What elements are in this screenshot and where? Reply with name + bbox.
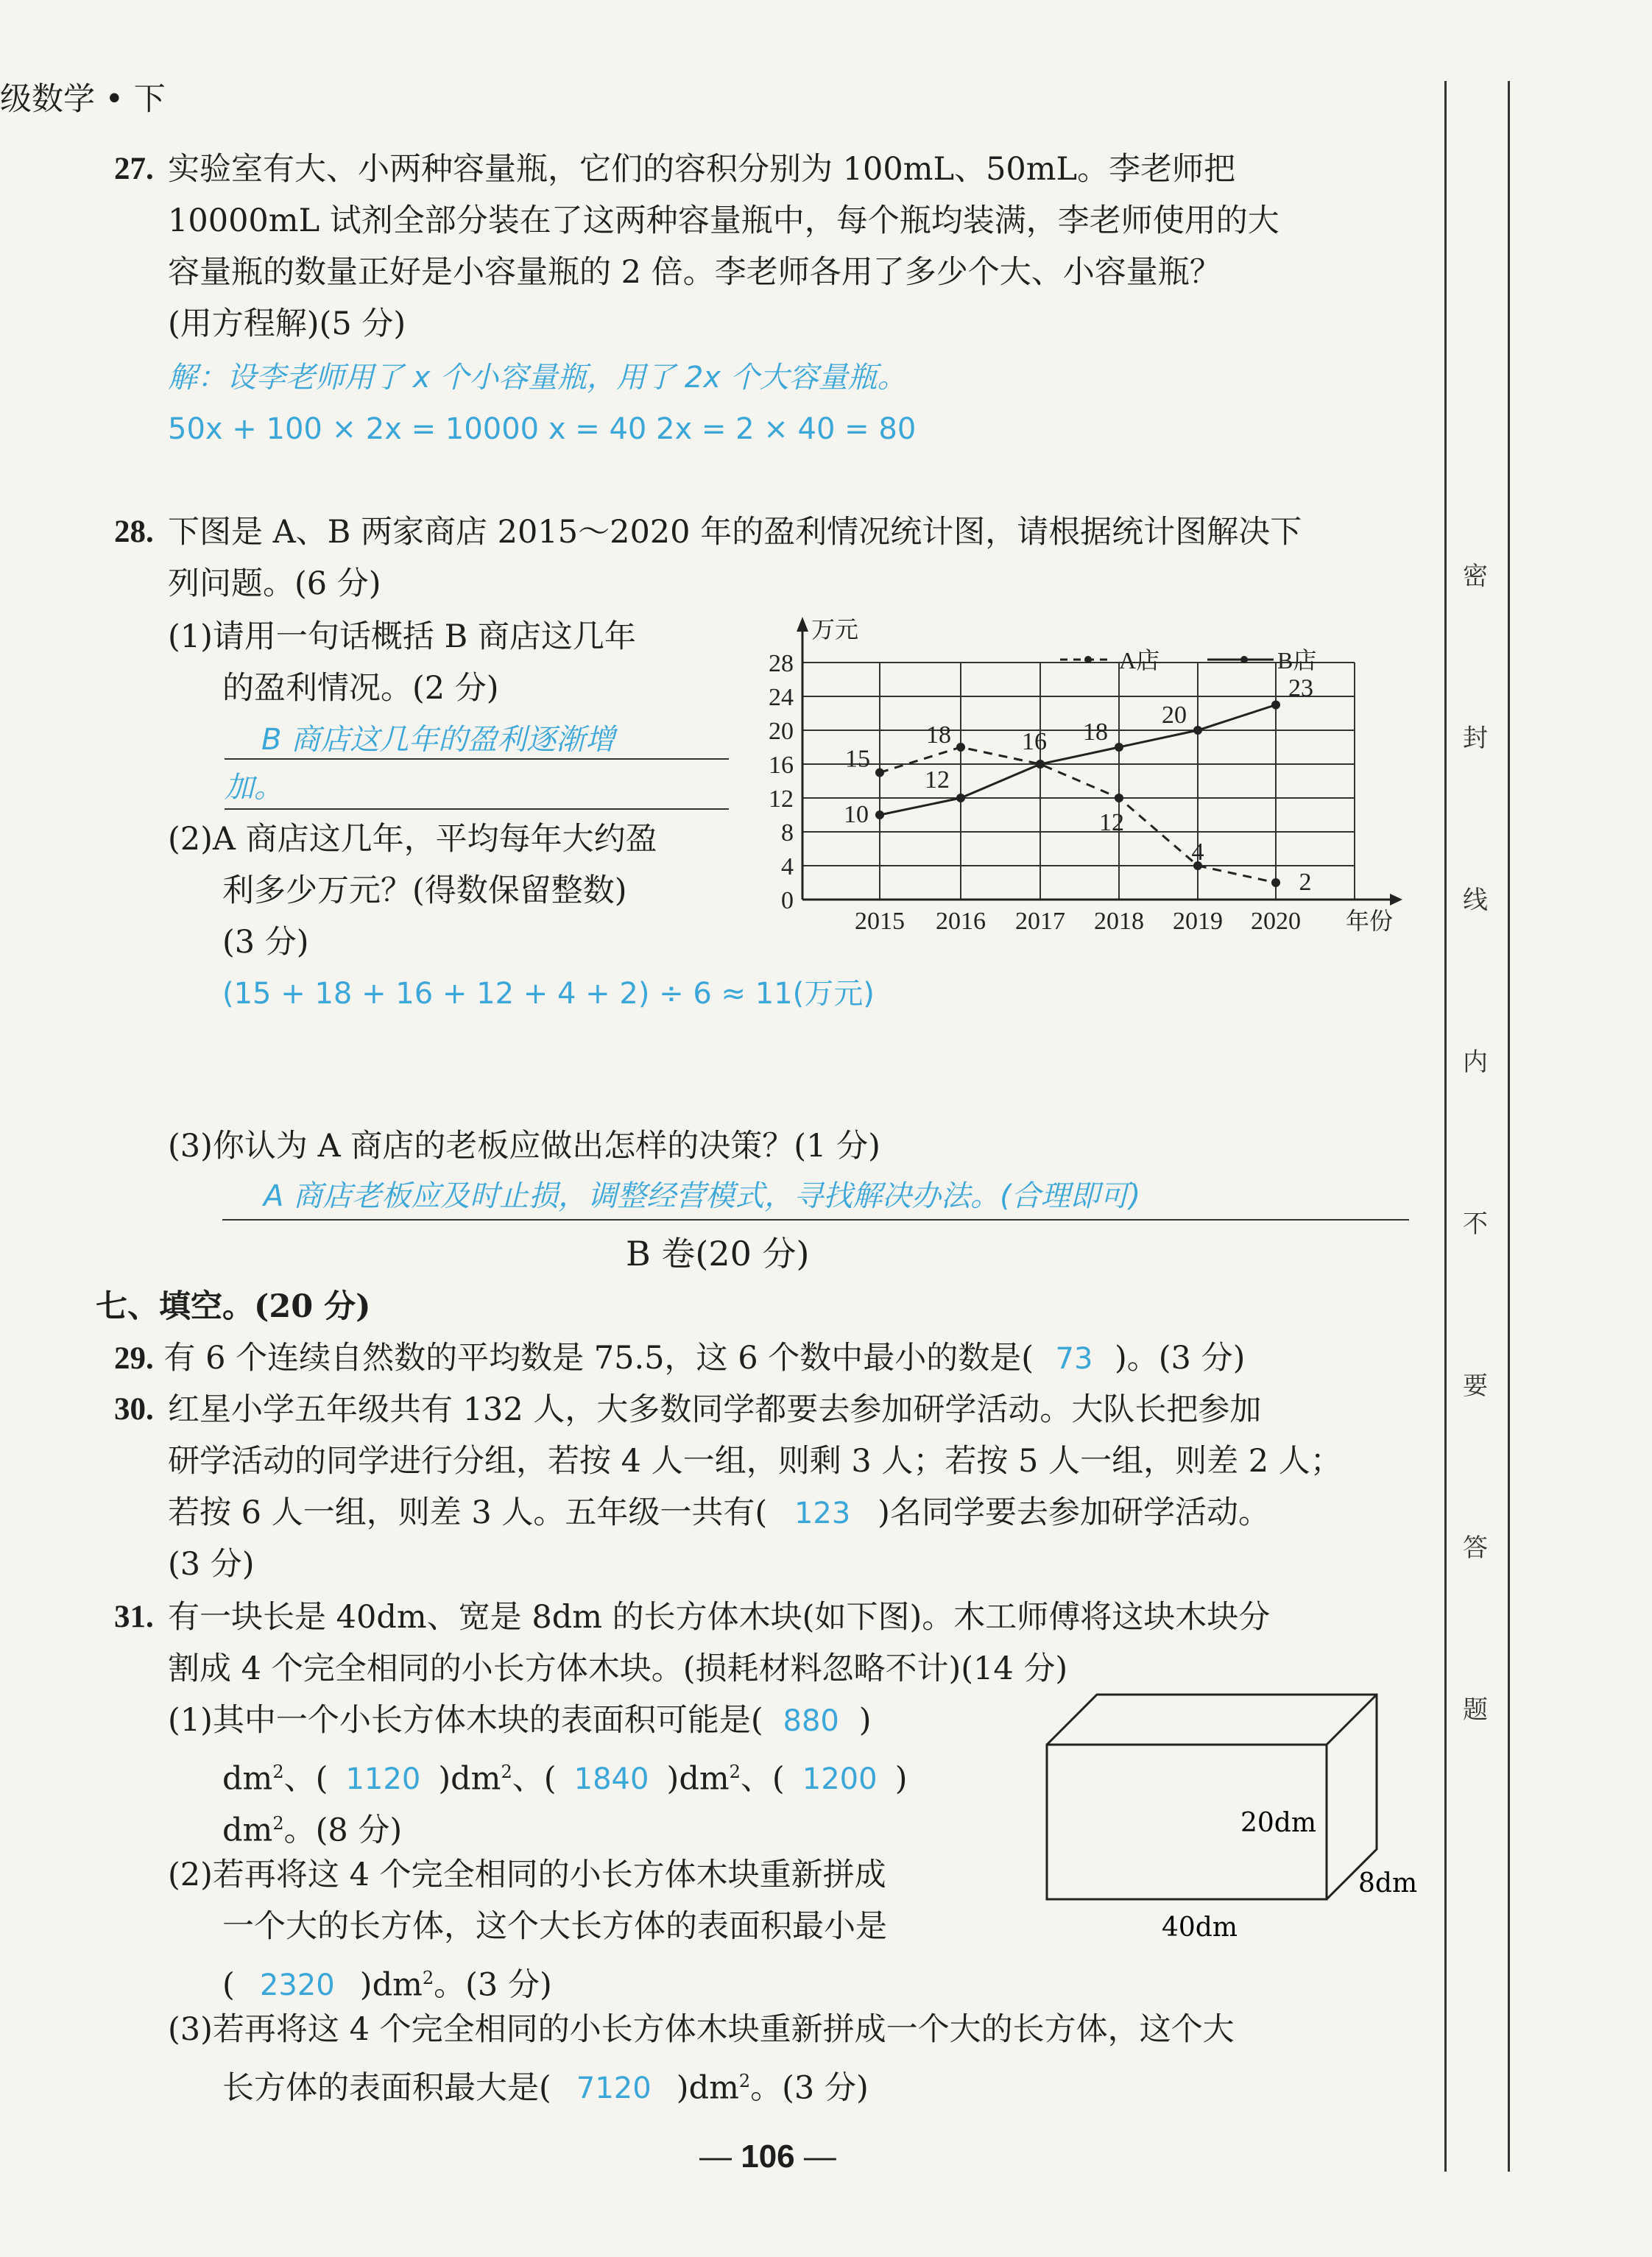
question-number: 29. — [114, 1341, 154, 1376]
unit: dm — [688, 2069, 739, 2107]
question-line: (用方程解)(5 分) — [168, 305, 406, 342]
subquestion-line: $dm^2$。(8 分) — [222, 1812, 403, 1849]
question-line: 红星小学五年级共有 132 人，大多数同学都要去参加研学活动。大队长把参加 — [168, 1391, 1262, 1428]
y-axis-arrow — [797, 617, 808, 632]
data-label-b: 10 — [844, 801, 869, 828]
answer-line: 解：设李老师用了 x 个小容量瓶，用了 2x 个大容量瓶。 — [168, 361, 907, 395]
data-point-b — [1115, 743, 1123, 752]
answer-equation: 50x + 100 × 2x = 10000 x = 40 2x = 2 × 40 = 80 — [168, 412, 917, 446]
points: 。(3 分) — [434, 1966, 552, 2004]
answer-blank: 1840 — [573, 1762, 649, 1797]
data-label-b: 12 — [925, 766, 950, 794]
question-line — [168, 1487, 1270, 1539]
label-height: 20dm — [1240, 1808, 1316, 1838]
question-line: 研学活动的同学进行分组，若按 4 人一组，则剩 3 人；若按 5 人一组，则差 2 人； — [168, 1443, 1342, 1480]
margin-line-right — [1508, 81, 1510, 2172]
subquestion-line: ( 2320 )$dm^2$。(3 分) — [222, 1952, 552, 2011]
data-point-b — [875, 810, 884, 819]
subquestion-line: 利多少万元？(得数保留整数) — [222, 872, 627, 909]
subquestion-line: 长方体的表面积最大是( 7120 )$dm^2$。(3 分) — [222, 2055, 869, 2114]
legend-marker-b — [1240, 656, 1248, 663]
subquestion-line: (1)请用一句话概括 B 商店这几年 — [168, 618, 636, 655]
close-paren: ) — [359, 1966, 373, 2004]
question-text: )名同学要去参加研学活动。 — [878, 1494, 1270, 1531]
data-point-a — [956, 743, 965, 752]
x-tick-label: 2015 — [855, 908, 905, 935]
answer-blank: 1120 — [345, 1762, 421, 1797]
unit: dm — [222, 1812, 273, 1849]
side-char: 要 — [1463, 1371, 1488, 1401]
question-text: 若按 6 人一组，则差 3 人。五年级一共有( — [168, 1494, 768, 1531]
question-29 — [114, 1332, 1245, 1385]
points: 。(8 分) — [283, 1812, 403, 1849]
question-number: 28. — [114, 515, 154, 549]
legend-label-a: A店 — [1119, 647, 1160, 674]
question-number: 27. — [114, 152, 154, 186]
page-number: — 106 — — [699, 2138, 836, 2175]
question-line: 10000mL 试剂全部分装在了这两种容量瓶中，每个瓶均装满，李老师使用的大 — [168, 202, 1279, 239]
unit: dm — [222, 1760, 273, 1798]
margin-line-left — [1444, 81, 1447, 2172]
answer-equation: (15 + 18 + 16 + 12 + 4 + 2) ÷ 6 ≈ 11(万元) — [222, 977, 875, 1011]
x-tick-label: 2018 — [1094, 908, 1144, 935]
close-paren: ) — [858, 1702, 872, 1739]
close-paren: ) — [894, 1760, 908, 1798]
y-tick-label: 24 — [769, 684, 794, 711]
data-point-a — [875, 769, 884, 777]
question-text: 长方体的表面积最大是( — [222, 2069, 551, 2107]
section-7-title: 七、填空。(20 分) — [96, 1288, 371, 1325]
answer-blank: 123 — [794, 1497, 851, 1530]
data-label-b: 18 — [1083, 718, 1108, 746]
question-line: 下图是 A、B 两家商店 2015～2020 年的盈利情况统计图，请根据统计图解决下 — [168, 514, 1302, 551]
subquestion-line: (3)若再将这 4 个完全相同的小长方体木块重新拼成一个大的长方体，这个大 — [168, 2011, 1235, 2048]
side-char: 不 — [1463, 1209, 1488, 1239]
y-tick-label: 16 — [769, 752, 794, 779]
answer-blank: 2320 — [259, 1968, 335, 2003]
subquestion-line: $dm^2$、( 1120 )$dm^2$、( 1840 )$dm^2$、( 1200 ) — [222, 1746, 907, 1805]
cuboid-top-edge — [1327, 1695, 1377, 1745]
side-char: 密 — [1463, 562, 1488, 591]
separator: 、( — [512, 1760, 557, 1798]
question-line: 列问题。(6 分) — [168, 565, 381, 602]
question-number: 30. — [114, 1392, 154, 1427]
question-text: (1)其中一个小长方体木块的表面积可能是( — [168, 1702, 763, 1739]
x-tick-label: 2016 — [936, 908, 986, 935]
subquestion-line: (3)你认为 A 商店的老板应做出怎样的决策？(1 分) — [168, 1128, 880, 1165]
data-point-b — [1036, 760, 1045, 769]
subquestion-line — [168, 1695, 871, 1747]
side-char: 线 — [1463, 886, 1488, 915]
data-label-b: 23 — [1288, 674, 1313, 702]
answer-blank: 73 — [1055, 1342, 1093, 1376]
answer-line: 加。 — [225, 771, 283, 805]
x-axis-label: 年份 — [1346, 908, 1394, 934]
data-point-a — [1115, 794, 1123, 802]
header-title: 级数学 • 下 — [0, 81, 166, 118]
section-b-title: B 卷(20 分) — [626, 1234, 810, 1274]
answer-underline — [225, 758, 729, 760]
data-label-a: 15 — [845, 745, 870, 773]
x-axis-arrow — [1390, 894, 1402, 905]
data-label-a: 12 — [1099, 809, 1124, 836]
data-point-b — [956, 794, 965, 802]
answer-underline — [222, 1219, 1409, 1221]
label-width: 8dm — [1358, 1868, 1418, 1899]
close-paren: ) — [666, 1760, 679, 1798]
subquestion-line: 的盈利情况。(2 分) — [222, 670, 499, 707]
data-point-b — [1271, 701, 1280, 710]
separator: 、( — [283, 1760, 328, 1798]
legend-label-b: B店 — [1277, 647, 1317, 674]
side-char: 内 — [1463, 1048, 1488, 1077]
y-tick-label: 12 — [769, 785, 794, 813]
data-label-b: 20 — [1162, 702, 1187, 729]
x-tick-label: 2019 — [1173, 908, 1223, 935]
question-text: 有 6 个连续自然数的平均数是 75.5，这 6 个数中最小的数是( — [163, 1340, 1034, 1377]
side-char: 封 — [1463, 724, 1488, 753]
y-tick-label: 8 — [781, 819, 794, 847]
answer-line: A 商店老板应及时止损，调整经营模式，寻找解决办法。(合理即可) — [264, 1179, 1141, 1213]
data-label-a: 4 — [1191, 838, 1204, 866]
side-char: 题 — [1463, 1695, 1488, 1725]
question-text: )。(3 分) — [1115, 1340, 1246, 1377]
question-number: 31. — [114, 1600, 154, 1634]
side-char: 答 — [1463, 1533, 1488, 1563]
y-tick-label: 20 — [769, 718, 794, 745]
points: 。(3 分) — [750, 2069, 869, 2107]
answer-underline — [225, 808, 729, 810]
data-point-b — [1193, 726, 1202, 735]
unit: dm — [679, 1760, 730, 1798]
profit-line-chart — [758, 604, 1421, 950]
data-label-a: 16 — [1022, 728, 1047, 755]
data-label-a: 2 — [1299, 869, 1312, 896]
subquestion-line: 一个大的长方体，这个大长方体的表面积最小是 — [222, 1908, 887, 1945]
data-point-a — [1271, 878, 1280, 887]
cuboid-diagram — [1031, 1678, 1428, 1943]
y-tick-label: 4 — [781, 853, 794, 880]
y-tick-label: 0 — [781, 887, 794, 914]
question-line: 割成 4 个完全相同的小长方体木块。(损耗材料忽略不计)(14 分) — [168, 1650, 1068, 1687]
unit: dm — [372, 1966, 423, 2004]
answer-line: B 商店这几年的盈利逐渐增 — [261, 723, 615, 757]
question-line: (3 分) — [168, 1546, 255, 1583]
x-tick-label: 2017 — [1015, 908, 1065, 935]
legend-marker-a — [1084, 656, 1092, 663]
unit: dm — [451, 1760, 501, 1798]
question-line: 有一块长是 40dm、宽是 8dm 的长方体木块(如下图)。木工师傅将这块木块分 — [168, 1599, 1271, 1636]
answer-blank: 880 — [783, 1704, 839, 1738]
subquestion-line: (3 分) — [222, 924, 309, 961]
close-paren: ) — [676, 2069, 689, 2107]
subquestion-line: (2)若再将这 4 个完全相同的小长方体木块重新拼成 — [168, 1857, 886, 1893]
y-axis-label: 万元 — [811, 616, 859, 643]
question-line: 容量瓶的数量正好是小容量瓶的 2 倍。李老师各用了多少个大、小容量瓶？ — [168, 254, 1221, 291]
answer-blank: 1200 — [802, 1762, 878, 1797]
y-tick-label: 28 — [769, 650, 794, 677]
data-label-a: 18 — [926, 721, 951, 749]
answer-blank: 7120 — [576, 2071, 652, 2106]
separator: 、( — [740, 1760, 785, 1798]
close-paren: ) — [438, 1760, 451, 1798]
label-length: 40dm — [1162, 1912, 1238, 1943]
question-line: 实验室有大、小两种容量瓶，它们的容积分别为 100mL、50mL。李老师把 — [168, 151, 1236, 188]
subquestion-line: (2)A 商店这几年，平均每年大约盈 — [168, 821, 657, 858]
x-tick-label: 2020 — [1251, 908, 1301, 935]
